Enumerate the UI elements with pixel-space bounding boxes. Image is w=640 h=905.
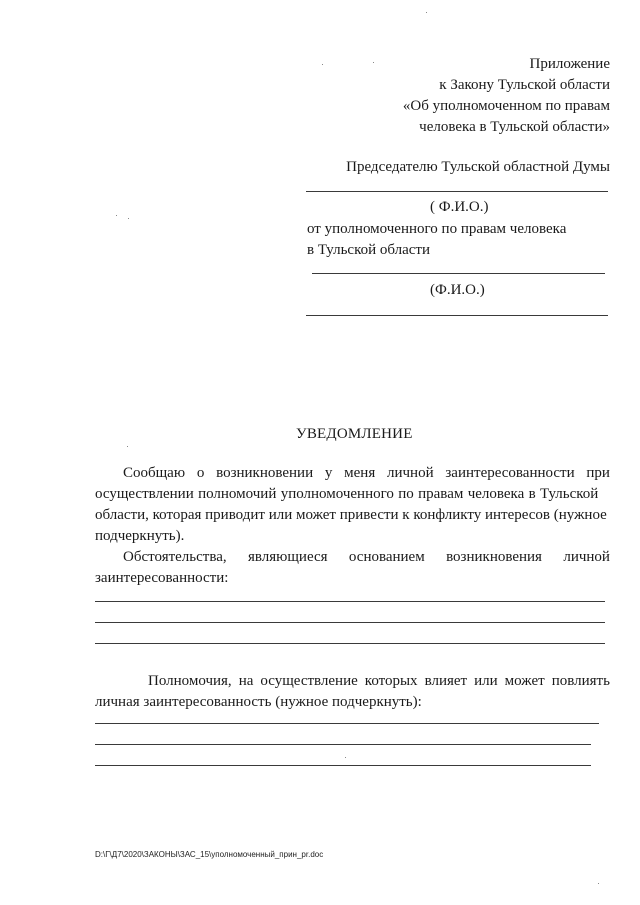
word: являющиеся xyxy=(248,549,328,565)
word: заинтересованности xyxy=(445,465,575,481)
appendix-line-2: к Закону Тульской области xyxy=(439,77,610,93)
footer-file-path: D:\Г\Д7\2020\ЗАКОНЫ\ЗАС_15\уполномоченный_прин_pr.doc xyxy=(95,850,324,859)
addressee-signature-line xyxy=(306,315,608,316)
word: влияет xyxy=(424,673,468,689)
word: основанием xyxy=(348,549,425,565)
addressee-name-line-2 xyxy=(312,273,605,274)
word: возникновении xyxy=(216,465,314,481)
scan-speck xyxy=(322,64,323,65)
paragraph-1-line-1 xyxy=(123,463,610,484)
paragraph-1-line-2: осуществлении полномочий уполномоченного по правам человека в Тульской xyxy=(95,486,599,502)
word: которых xyxy=(364,673,418,689)
word: при xyxy=(586,465,610,481)
word: Обстоятельства, xyxy=(123,549,227,565)
addressee-fio-label-2: (Ф.И.О.) xyxy=(430,282,485,298)
word: или xyxy=(474,673,498,689)
circumstances-fill-line-1 xyxy=(95,601,605,602)
scan-speck xyxy=(127,446,128,447)
scan-speck xyxy=(116,215,117,216)
addressee-from-line-1: от уполномоченного по правам человека xyxy=(307,221,567,237)
scan-speck xyxy=(373,62,374,63)
word: возникновения xyxy=(446,549,542,565)
word: меня xyxy=(344,465,376,481)
addressee-fio-line-1 xyxy=(306,191,608,192)
addressee-from-line-2: в Тульской области xyxy=(307,242,431,258)
addressee-to: Председателю Тульской областной Думы xyxy=(346,159,610,175)
paragraph-2-line-2: заинтересованности: xyxy=(95,570,229,586)
circumstances-fill-line-2 xyxy=(95,622,605,623)
word: Полномочия, xyxy=(148,673,232,689)
word: личной xyxy=(563,549,610,565)
word: повлиять xyxy=(551,673,610,689)
word: Сообщаю xyxy=(123,465,186,481)
powers-fill-line-3 xyxy=(95,765,591,766)
word: у xyxy=(324,465,333,481)
word: может xyxy=(504,673,545,689)
powers-fill-line-2 xyxy=(95,744,591,745)
scan-speck xyxy=(345,757,346,758)
paragraph-2-line-1 xyxy=(123,547,610,568)
appendix-line-3: «Об уполномоченном по правам xyxy=(402,98,610,114)
circumstances-fill-line-3 xyxy=(95,643,605,644)
paragraph-3-line-2: личная заинтересованность (нужное подчеркнуть): xyxy=(95,694,422,710)
word: осуществление xyxy=(260,673,358,689)
addressee-fio-label-1: ( Ф.И.О.) xyxy=(430,199,489,215)
paragraph-1-line-4: подчеркнуть). xyxy=(95,528,185,544)
scan-speck xyxy=(598,883,599,884)
document-title: УВЕДОМЛЕНИЕ xyxy=(296,426,413,442)
word: о xyxy=(196,465,205,481)
paragraph-1-line-3: области, которая приводит или может привести к конфликту интересов (нужное xyxy=(95,507,607,523)
appendix-line-4: человека в Тульской области» xyxy=(419,119,610,135)
powers-fill-line-1 xyxy=(95,723,599,724)
word: на xyxy=(238,673,254,689)
scan-speck xyxy=(128,218,129,219)
paragraph-3-line-1 xyxy=(148,671,610,692)
scan-speck xyxy=(426,12,427,13)
appendix-line-1: Приложение xyxy=(529,56,610,72)
word: личной xyxy=(386,465,434,481)
